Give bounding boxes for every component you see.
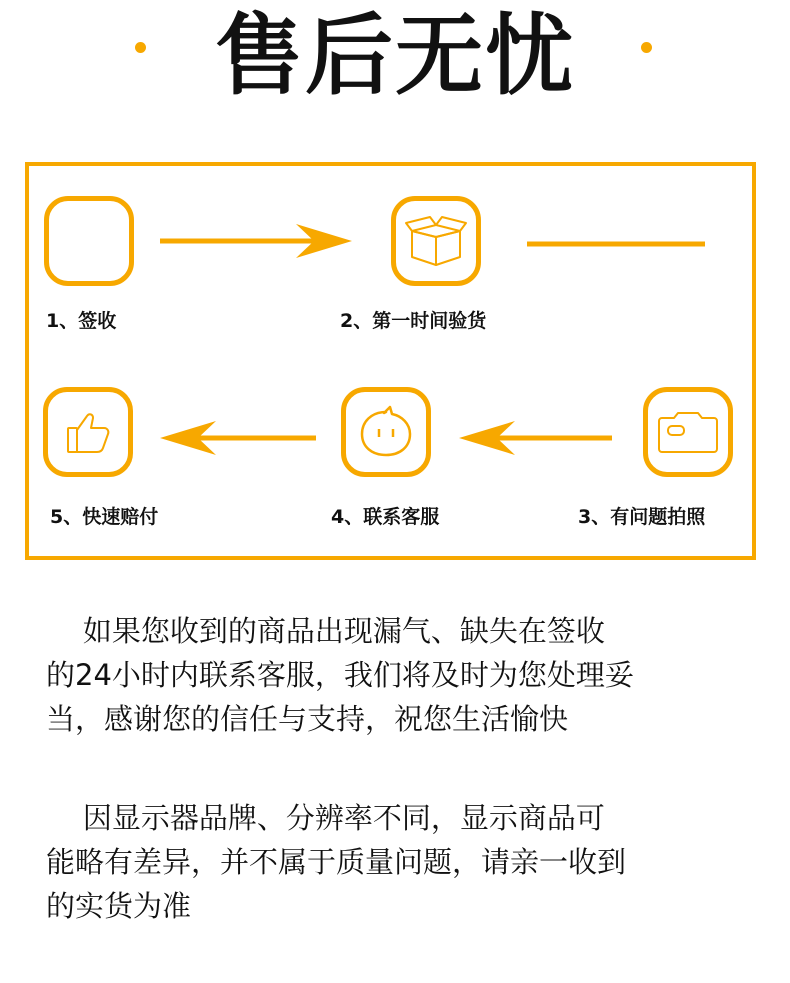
- step-3-label: 3、有问题拍照: [578, 506, 706, 528]
- step-4-icon-box: [341, 387, 431, 477]
- camera-icon: [648, 392, 728, 472]
- after-sales-paragraph: 如果您收到的商品出现漏气、缺失在签收 的24小时内联系客服，我们将及时为您处理妥 当，感谢您的信任与支持，祝您生活愉快: [46, 614, 634, 736]
- step-5-label: 5、快速赔付: [50, 506, 159, 528]
- step-4-label: 4、联系客服: [331, 506, 440, 528]
- step-1-label: 1、签收: [46, 310, 117, 332]
- step-2-icon-box: [391, 196, 481, 286]
- blank-icon: [49, 201, 129, 281]
- step-5-icon-box: [43, 387, 133, 477]
- package-box-icon: [396, 201, 476, 281]
- arrow-step1-to-step2: [160, 224, 352, 258]
- display-disclaimer-paragraph: 因显示器品牌、分辨率不同，显示商品可 能略有差异，并不属于质量问题，请亲一收到 的实货为准: [46, 801, 627, 923]
- step-3-icon-box: [643, 387, 733, 477]
- step-1-icon-box: [44, 196, 134, 286]
- step-2-label: 2、第一时间验货: [340, 310, 487, 332]
- chat-face-icon: [346, 392, 426, 472]
- thumbs-up-icon: [48, 392, 128, 472]
- arrow-step3-to-step4: [459, 421, 612, 455]
- arrow-step4-to-step5: [160, 421, 316, 455]
- page-title: 售后无忧: [214, 4, 575, 107]
